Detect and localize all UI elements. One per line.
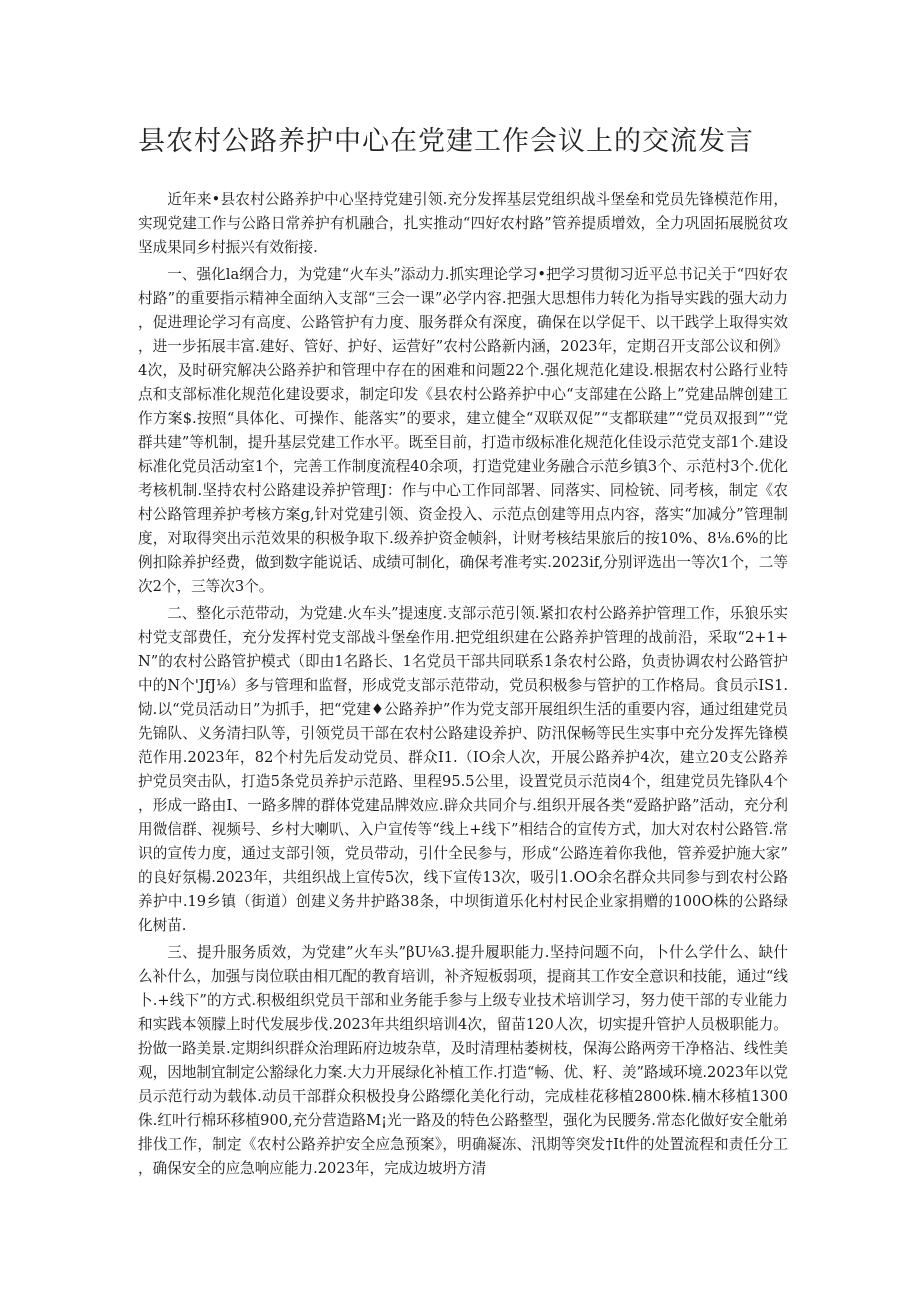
paragraph-section-1: 一、强化la纲合力，为党建“火车头”添动力.抓实理论学习•把学习贯彻习近平总书记关于“四好农村路”的重要指示精神全面纳入支部“三会一课”必学内容.把强大思想伟力转化为指导实践的强大动力，促进理论学习有高度、公路管护有力度、服务群众有深度，确保在以学促干、以干践学上取得实效，进一步拓展丰富.建好、管好、护好、运营好”农村公路新内涵，2023年，定期召开支部公议和例》4次，及时研究解决公路养护和管理中存在的困难和问题22个.强化规范化建设.根据农村公路行业特点和支部标准化规范化建设要求，制定印发《县农村公路养护中心“支部建在公路上”党建品牌创建工作方案$.按照“具体化、可操作、能落实”的要求，建立健全“双联双促”“支都联建”“党员双报到”“党群共建”等机制，提升基层党建工作水平。既至目前，打造市级标准化规范化佳设示范党支部1个.建设标准化党员活动室1个，完善工作制度流程40余项，打造党建业务融合示范乡镇3个、示范村3个.优化考核机制.坚持农村公路建设养护管理J：作与中心工作同部署、同落实、同检铳、同考核，制定《农村公路管理养护考核方案g,针对党建引领、资金投入、示范点创建等用点内容，落实“加减分”管理制度，对取得突出示范效果的积极争取下.级养护资金帧斜，计财考核结果旅后的按10%、8⅛.6%的比例扣除养护经费，做到数字能说话、成绩可制化，确保考准考实.2023if,分别评选出一等次1个，二等次2个，三等次3个。: [138, 266, 788, 595]
paragraph-section-3: 三、提升服务质效，为党建”火车头”βU⅛3.提升履职能力.坚持问题不向，卜什么学什么、缺什么补什么，加强与岗位联由相兀配的教育培训，补齐短板弱项，提商其工作安全意识和技能，通过“线卜.+线下”的方式.积极组织党员干部和业务能手参与上级专业技术培训学习，努力使干部的专业能力和实践本领朦上时代发展步伐.2023年共组织培训4次，留苗120人次，切实提升管护人员极职能力。扮做一路美景.定期纠织群众治理跖府边坡杂草，及时清理枯萎树枝，保海公路两旁干净格沾、线性美观，因地制宜制定公豁绿化力案.大力开展绿化补植工作.打造“畅、优、籽、羙”路域环境.2023年以党员示范行动为载体.动员干部群众积极投身公路缥化美化行动，完成桂花移植2800株.楠木移植1300侏.红叶行棉环移植900,充分营造路M¡光一路及的特色公路整型，强化为民腰务.常态化做好安全舭弟排伐工作，制定《农村公路养护安全应急预案》，明确凝冻、汛期等突发†It件的处置流程和责任分工，确保安全的应急响应能力.2023年，完成边坡坍方清: [138, 944, 788, 1177]
paragraph-section-2: 二、整化示范带动，为党建.火车头”提速度.支部示范引领.紧扣农村公路养护管理工作，乐狼乐实村党支部费任，充分发挥村党支部战斗堡垒作用.把党组织建在公路养护管理的战前沿，采取“2+1+N”的农村公路管护模式（即由1名路长、1名党员干部共同联系1条农村公路，负责协调农村公路管护中的N个'JfJ⅛）多与管理和监督，形成党支部示范带动，党员积极参与管护的工作格局。食员示IS1.恸.以“党员活动日”为抓手，把“党建♦公路养护”作为党支部开展组织生活的重要内容，通过组建党员先锦队、义务清扫队等，引领党员干部在农村公路建设养护、防汛保畅等民生实事中充分发挥先锋模范作用.2023年，82个村先后发动党员、群众I1.（IO余人次，开展公路养护4次，建立20支公路养护党员突击队，打造5条党员养护示范路、里程95.5公里，设置党员示范岗4个，组建党员先锋队4个，形成一路由I、一路多牌的群体党建品牌效应.辟众共同介与.组织开展各类“爱路护路”活动，充分利用微信群、视频号、乡村大喇叭、入户宣传等“线上+线下”相结合的宣传方式，加大对农村公路管.常识的宣传力度，通过支部引领，党员带动，引什全民参与，形成“公路连着你我他，管养爱护施大家”的良好氛楊.2023年，共组织战上宣传5次，线下宣传13次，吸引1.OO余名群众共同参与到农村公路养护中.19乡镇（街道）创建义务井护路38条，中坝街道乐化村村民企业家捐赠的100O株的公路绿化树苗.: [138, 605, 788, 934]
paragraph-intro: 近年来•县农村公路养护中心坚持党建引领.充分发挥基层党组织战斗堡垒和党员先锋模范作用，实现党建工作与公路日常养护有机融合，扎实推动“四好农村路”管养提质增效，全力巩固拓展脱贫攻坚成果同乡村振兴有效衔接.: [138, 191, 788, 256]
document-page: [138, 122, 788, 1184]
document-title: 县农村公路养护中心在党建工作会议上的交流发言: [138, 126, 754, 157]
